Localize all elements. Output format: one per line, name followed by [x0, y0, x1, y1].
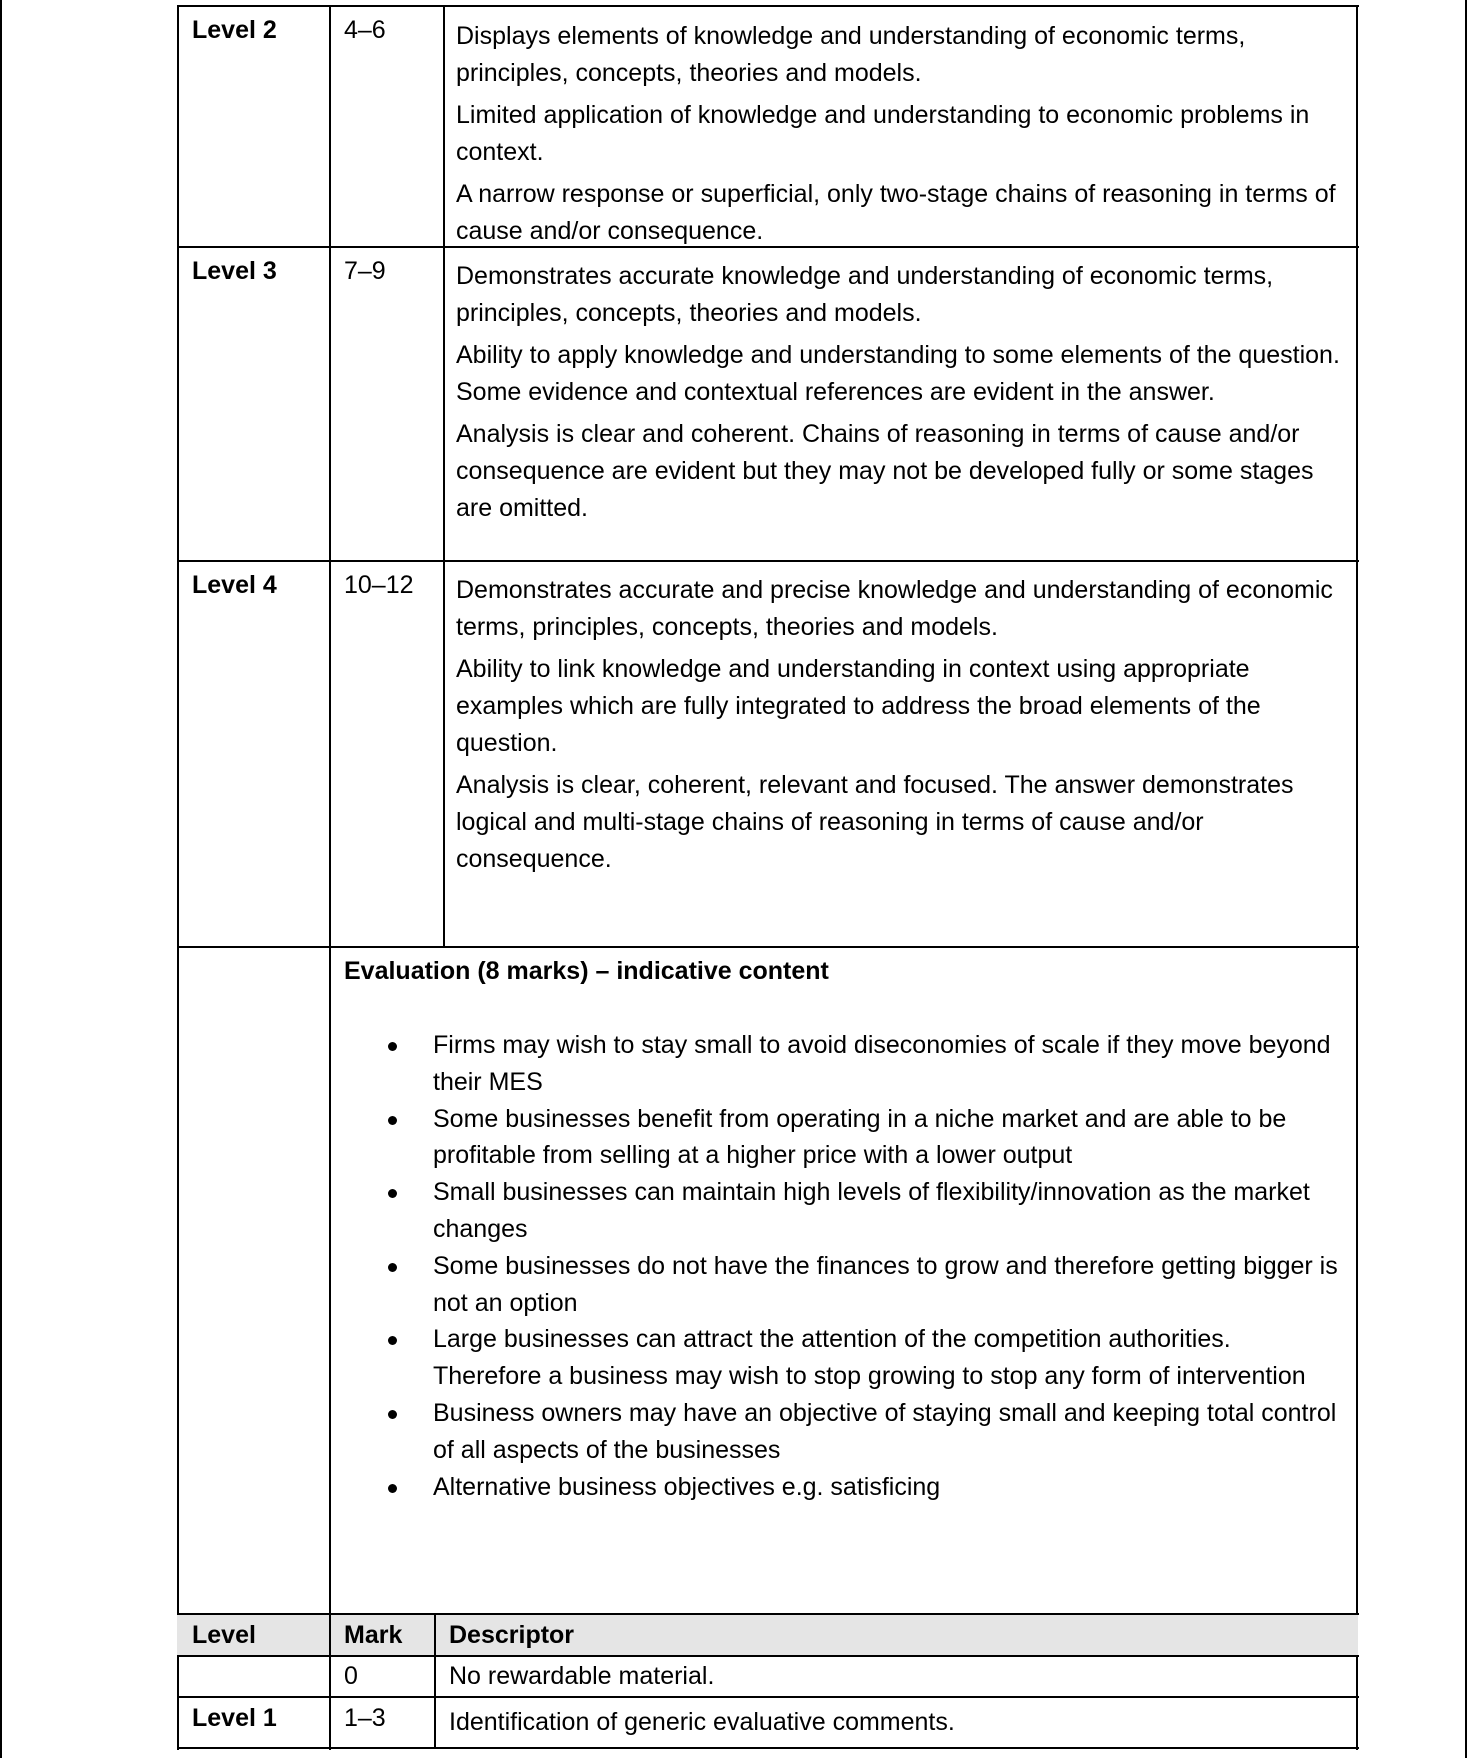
list-item: [345, 1469, 1345, 1506]
list-item: [345, 1248, 1345, 1322]
table-bottom-border: [177, 1747, 1359, 1749]
mark-range: 4–6: [344, 16, 386, 44]
list-item: [345, 1101, 1345, 1175]
descriptor: [456, 18, 1351, 255]
table-top-border: [177, 5, 1359, 7]
header-level: Level: [192, 1621, 256, 1649]
bullet-icon: [388, 1336, 397, 1345]
descriptor: [456, 572, 1351, 883]
level-label: Level 2: [192, 16, 277, 44]
bullet-icon: [388, 1410, 397, 1419]
mark-range: 7–9: [344, 257, 386, 285]
descriptor: [456, 258, 1351, 532]
bullet-icon: [388, 1189, 397, 1198]
list-item: [345, 1395, 1345, 1469]
mark-range: 1–3: [344, 1704, 386, 1732]
bullet-text: Large businesses can attract the attention of the competition authorities. Therefore a business may wish to stop growing to stop any form of intervention: [433, 1325, 1306, 1391]
list-item: [345, 1174, 1345, 1248]
header-mark: Mark: [344, 1621, 403, 1649]
level-label: Level 4: [192, 571, 277, 599]
descriptor-application: Limited application of knowledge and understanding to economic problems in context.: [456, 101, 1310, 166]
descriptor-knowledge: Displays elements of knowledge and understanding of economic terms, principles, concepts, theories and models.: [456, 22, 1246, 87]
bullet-icon: [388, 1484, 397, 1493]
level-label: Level 1: [192, 1704, 277, 1732]
list-item: [345, 1027, 1345, 1101]
descriptor: No rewardable material.: [449, 1662, 715, 1690]
page-right-edge: [1465, 0, 1467, 1758]
list-item: [345, 1321, 1345, 1395]
column-divider-level-mark: [329, 5, 331, 1750]
bullet-text: Some businesses benefit from operating in a niche market and are able to be profitable from selling at a higher price with a lower output: [433, 1104, 1287, 1170]
descriptor-analysis: Analysis is clear, coherent, relevant and focused. The answer demonstrates logical and multi-stage chains of reasoning in terms of cause and/or consequence.: [456, 771, 1294, 873]
row-divider: [177, 1696, 1359, 1698]
column-divider-mark-descriptor: [443, 5, 445, 948]
bullet-text: Some businesses do not have the finances to grow and therefore getting bigger is not an option: [433, 1251, 1338, 1317]
descriptor-knowledge: Demonstrates accurate knowledge and understanding of economic terms, principles, concepts, theories and models.: [456, 262, 1274, 327]
bullet-icon: [388, 1042, 397, 1051]
descriptor-knowledge: Demonstrates accurate and precise knowledge and understanding of economic terms, principles, concepts, theories and models.: [456, 576, 1333, 641]
table-right-border: [1356, 5, 1358, 1750]
header-descriptor: Descriptor: [449, 1621, 575, 1649]
descriptor-analysis: Analysis is clear and coherent. Chains of reasoning in terms of cause and/or consequence are evident but they may not be developed fully or some stages are omitted.: [456, 420, 1314, 522]
row-divider: [177, 946, 1359, 948]
bullet-icon: [388, 1116, 397, 1125]
row-divider: [177, 1613, 1359, 1615]
mark-range: 0: [344, 1662, 358, 1690]
evaluation-bullet-list: [345, 1027, 1345, 1505]
bullet-text: Business owners may have an objective of staying small and keeping total control of all aspects of the businesses: [433, 1398, 1337, 1464]
page-left-edge: [0, 0, 2, 1758]
column-divider-mark-descriptor: [434, 1613, 436, 1749]
descriptor-analysis: A narrow response or superficial, only two-stage chains of reasoning in terms of cause and/or consequence.: [456, 180, 1336, 245]
row-divider: [177, 1655, 1359, 1657]
evaluation-heading: Evaluation (8 marks) – indicative content: [344, 957, 829, 985]
descriptor-application: Ability to link knowledge and understanding in context using appropriate examples which are fully integrated to address the broad elements of the question.: [456, 655, 1261, 757]
table-left-border: [177, 5, 179, 1750]
row-divider: [177, 560, 1359, 562]
column-divider-level-mark: [329, 1613, 331, 1749]
bullet-icon: [388, 1263, 397, 1272]
bullet-text: Alternative business objectives e.g. satisficing: [433, 1472, 941, 1501]
descriptor-application: Ability to apply knowledge and understanding to some elements of the question. Some evidence and contextual references are evident in the answer.: [456, 341, 1340, 406]
level-label: Level 3: [192, 257, 277, 285]
bullet-text: Firms may wish to stay small to avoid diseconomies of scale if they move beyond their MES: [433, 1031, 1331, 1096]
descriptor: Identification of generic evaluative comments.: [449, 1708, 955, 1736]
bullet-text: Small businesses can maintain high levels of flexibility/innovation as the market changes: [433, 1178, 1310, 1243]
mark-range: 10–12: [344, 571, 414, 599]
